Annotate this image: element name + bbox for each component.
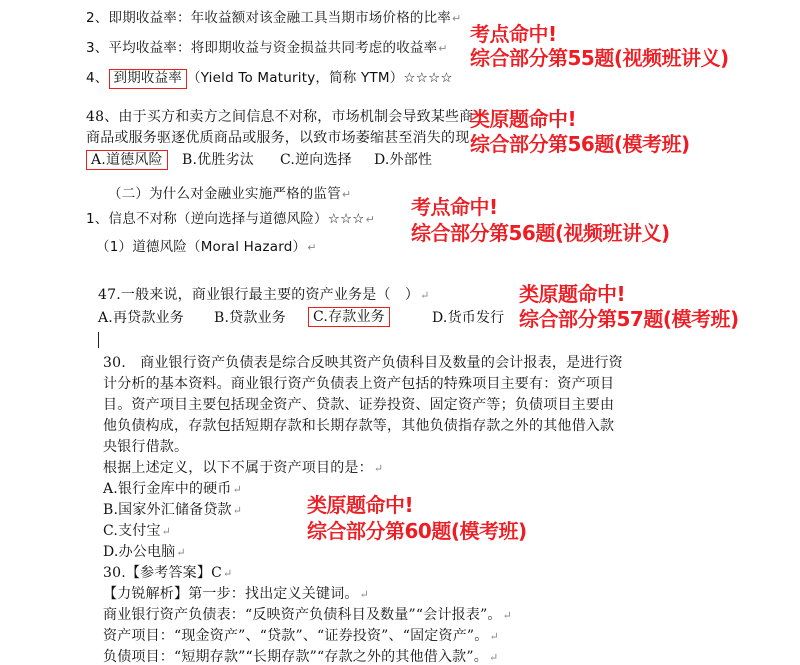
annotation-hit-label: 类原题命中!	[307, 493, 414, 517]
text-line: 4、 到期收益率 （Yield To Maturity，简称 YTM）☆☆☆☆	[86, 69, 453, 89]
option-c: C.逆向选择	[280, 152, 352, 168]
option-b: B.贷款业务	[214, 310, 286, 326]
analysis-line: 负债项目：“短期存款”“长期存款”“存款之外的其他借入款”。↵	[103, 649, 499, 665]
option-d: D.办公电脑↵	[103, 544, 186, 560]
option-a: A.银行金库中的硬币↵	[103, 481, 242, 497]
section-heading: （二）为什么对金融业实施严格的监管↵	[108, 186, 352, 202]
paragraph-line: 30. 商业银行资产负债表是综合反映其资产负债科目及数量的会计报表，是进行资	[103, 355, 623, 371]
option-d: D.货币发行	[432, 310, 505, 326]
analysis-line: 资产项目：“现金资产”、“贷款”、“证券投资”、“固定资产”。↵	[103, 628, 499, 644]
text-line: 2、即期收益率：年收益额对该金融工具当期市场价格的比率↵	[86, 10, 462, 26]
option-b: B.优胜劣汰	[182, 152, 254, 168]
highlight-box: 到期收益率	[109, 69, 188, 89]
annotation-reference: 综合部分第57题(模考班)	[519, 307, 739, 331]
question-48-line: 48、由于买方和卖方之间信息不对称，市场机制会导致某些商	[86, 109, 474, 125]
answer-line: 30.【参考答案】C↵	[103, 565, 233, 581]
paragraph-line: 计分析的基本资料。商业银行资产负债表上资产包括的特殊项目主要有：资产项目	[103, 376, 615, 392]
option-b: B.国家外汇储备贷款↵	[103, 502, 243, 518]
paragraph-line: 目。资产项目主要包括现金资产、贷款、证券投资、固定资产等；负债项目主要由	[103, 397, 615, 413]
paragraph-mark: ↵	[161, 525, 172, 538]
annotation-hit-label: 考点命中!	[470, 22, 557, 46]
paragraph-line: 他负债构成，存款包括短期存款和长期存款等，其他负债指存款之外的其他借入款	[103, 418, 615, 434]
text-line: 3、平均收益率：将即期收益与资金损益共同考虑的收益率↵	[86, 40, 448, 56]
annotation-hit-label: 考点命中!	[411, 195, 498, 219]
paragraph-mark: ↵	[176, 546, 186, 559]
annotation-reference: 综合部分第56题(视频班讲义)	[411, 221, 670, 245]
paragraph-mark: ↵	[438, 42, 448, 55]
paragraph-mark: ↵	[373, 462, 384, 475]
question-47-stem: 47.一般来说，商业银行最主要的资产业务是（ ）↵	[98, 287, 430, 303]
paragraph-mark: ↵	[307, 241, 317, 254]
paragraph-mark: ↵	[488, 651, 499, 664]
paragraph-mark: ↵	[232, 483, 242, 496]
annotation-reference: 综合部分第60题(模考班)	[307, 519, 527, 543]
paragraph-mark: ↵	[420, 289, 430, 302]
option-c: C.支付宝↵	[103, 523, 172, 539]
analysis-line: 商业银行资产负债表：“反映资产负债科目及数量”“会计报表”。↵	[103, 607, 513, 623]
analysis-line: 【力锐解析】第一步：找出定义关键词。↵	[103, 586, 370, 602]
question-48-line: 商品或服务驱逐优质商品或服务，以致市场萎缩甚至消失的现	[86, 130, 470, 146]
option-a-boxed: A.道德风险	[86, 150, 168, 170]
option-a: A.再贷款业务	[98, 310, 184, 326]
option-d: D.外部性	[374, 152, 433, 168]
paragraph-mark: ↵	[232, 504, 243, 517]
paragraph-mark: ↵	[341, 188, 352, 201]
annotation-hit-label: 类原题命中!	[519, 282, 626, 306]
paragraph-mark: ↵	[452, 12, 462, 25]
paragraph-mark: ↵	[502, 609, 513, 622]
paragraph-mark: ↵	[489, 630, 499, 643]
paragraph-mark: ↵	[222, 567, 233, 580]
paragraph-mark: ↵	[359, 588, 370, 601]
annotation-reference: 综合部分第56题(模考班)	[470, 132, 690, 156]
annotation-hit-label: 类原题命中!	[470, 107, 577, 131]
question-prompt: 根据上述定义，以下不属于资产项目的是：↵	[103, 460, 384, 476]
annotation-reference: 综合部分第55题(视频班讲义)	[470, 46, 729, 70]
option-c-boxed: C.存款业务	[308, 307, 390, 327]
paragraph-mark: ↵	[365, 213, 376, 226]
text-line: 1、信息不对称（逆向选择与道德风险）☆☆☆↵	[86, 211, 376, 227]
paragraph-line: 央银行借款。	[103, 439, 189, 455]
text-cursor	[98, 332, 99, 348]
text-line: （1）道德风险（Moral Hazard）↵	[96, 239, 317, 255]
